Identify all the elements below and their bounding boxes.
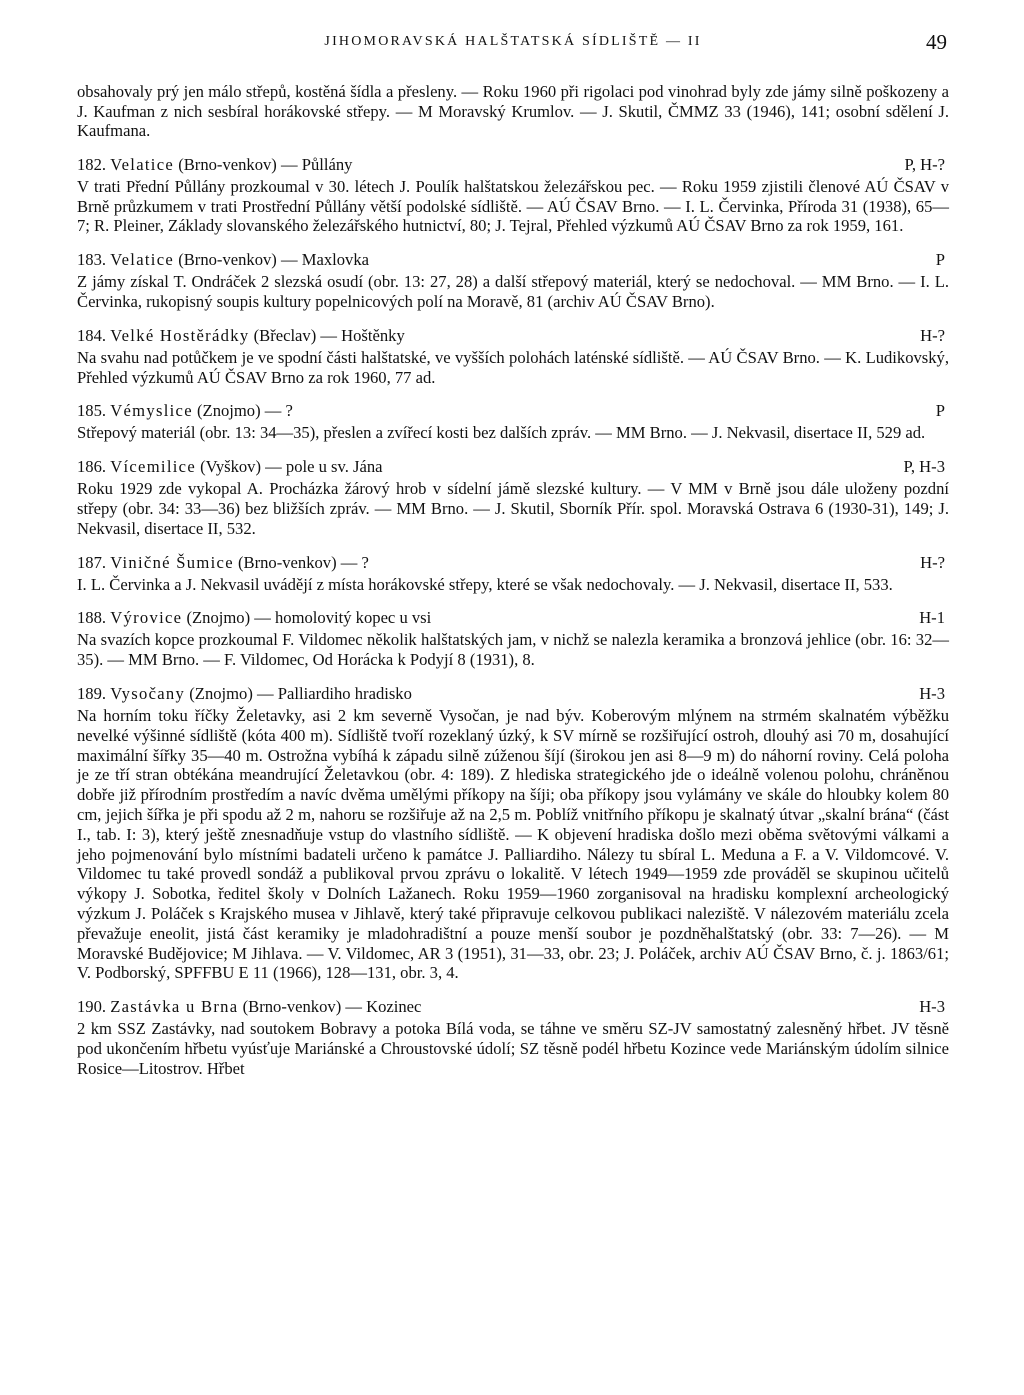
entry-heading xyxy=(77,457,949,477)
site-entry xyxy=(77,997,949,1078)
book-page xyxy=(77,28,949,1078)
entry-period-tag: P, H-? xyxy=(904,154,945,174)
continuation-paragraph: obsahovaly prý jen málo střepů, kostěná šídla a přesleny. — Roku 1960 při rigolaci pod vinohrad byly zde jámy silně poškozeny a J. Kaufman z nich sesbíral horákovské střepy. — M Moravský Krumlov. — J. Skutil, ČMMZ 33 (1946), 141; osobní sdělení J. Kaufmana. xyxy=(77,82,949,141)
entry-heading xyxy=(77,684,949,704)
entry-district: (Znojmo) xyxy=(189,683,253,703)
entry-heading-left xyxy=(77,401,293,421)
entry-number: 188. xyxy=(77,608,107,628)
entry-heading-left xyxy=(77,997,421,1017)
entry-text: Roku 1929 zde vykopal A. Procházka žárový hrob v sídelní jámě slezské kultury. — V MM v Brně jsou dále uloženy pozdní střepy (obr. 34: 33—36) bez bližších zpráv. — MM Brno. — J. Skutil, Sborník Přír. spol. Moravská Ostrava 6 (1930-31), 149; J. Nekvasil, disertace II, 532. xyxy=(77,479,949,538)
entry-place: Vémyslice xyxy=(110,401,193,421)
entry-district: (Brno-venkov) xyxy=(178,250,277,270)
entry-site: — Palliardiho hradisko xyxy=(257,683,412,703)
entry-text: V trati Přední Půllány prozkoumal v 30. létech J. Poulík halštatskou železářskou pec. — Roku 1959 zjistili členové AÚ ČSAV v Brně průzkumem v trati Prostřední Půllány větší podolské sídliště. — AÚ ČSAV Brno. — I. L. Červinka, Příroda 31 (1938), 65—7; R. Pleiner, Základy slovanského železářského hutnictví, 80; J. Tejral, Přehled výzkumů AÚ ČSAV Brno za rok 1959, 161. xyxy=(77,176,949,236)
entry-district: (Břeclav) xyxy=(253,325,317,345)
entry-period-tag: H-1 xyxy=(919,608,945,628)
entry-site: — ? xyxy=(264,401,293,421)
entry-place: Velatice xyxy=(110,250,175,270)
site-entry xyxy=(77,553,949,595)
site-entry xyxy=(77,684,949,983)
entry-site: — pole u sv. Jána xyxy=(265,457,383,477)
entry-place: Vícemilice xyxy=(110,457,196,477)
entry-site: — Hoštěnky xyxy=(320,325,405,345)
entry-place: Zastávka u Brna xyxy=(110,997,239,1017)
entry-heading-left xyxy=(77,608,431,628)
entry-district: (Brno-venkov) xyxy=(178,154,277,174)
entry-district: (Brno-venkov) xyxy=(242,997,342,1017)
entry-heading xyxy=(77,155,949,175)
running-title: JIHOMORAVSKÁ HALŠTATSKÁ SÍDLIŠTĚ — II xyxy=(324,34,702,49)
entry-text: Střepový materiál (obr. 13: 34—35), přeslen a zvířecí kosti bez dalších zpráv. — MM Brno. — J. Nekvasil, disertace II, 529 ad. xyxy=(77,423,926,443)
entry-district: (Brno-venkov) xyxy=(238,552,337,572)
entry-period-tag: H-? xyxy=(920,552,945,572)
entry-heading-left xyxy=(77,553,369,573)
entry-number: 185. xyxy=(77,401,107,421)
entry-number: 187. xyxy=(77,552,107,572)
entry-period-tag: H-? xyxy=(920,325,945,345)
entry-text: 2 km SSZ Zastávky, nad soutokem Bobravy a potoka Bílá voda, se táhne ve směru SZ-JV samostatný zalesněný hřbet. JV těsně pod ukončením hřbetu vyúsťuje Mariánské a Chroustovské údolí; SZ těsně podél hřbetu Kozince vede Mariánským údolím silnice Rosice—Litostrov. Hřbet xyxy=(77,1019,949,1078)
entry-number: 189. xyxy=(77,683,107,703)
entry-place: Velatice xyxy=(110,154,175,174)
site-entry xyxy=(77,457,949,538)
site-entry xyxy=(77,155,949,236)
entry-text: Z jámy získal T. Ondráček 2 slezská osudí (obr. 13: 27, 28) a další střepový materiál, který se nedochoval. — MM Brno. — I. L. Červinka, rukopisný soupis kultury popelnicových polí na Moravě, 81 (archiv AÚ ČSAV Brno). xyxy=(77,272,949,311)
entry-heading-left xyxy=(77,457,383,477)
entry-site: — ? xyxy=(340,552,369,572)
entry-number: 182. xyxy=(77,154,107,174)
entry-heading xyxy=(77,250,949,270)
entry-number: 184. xyxy=(77,325,107,345)
entry-number: 190. xyxy=(77,997,107,1017)
entry-number: 183. xyxy=(77,250,107,270)
entry-place: Viničné Šumice xyxy=(110,552,234,572)
entry-number: 186. xyxy=(77,457,107,477)
entry-period-tag: H-3 xyxy=(919,683,945,703)
entry-district: (Vyškov) xyxy=(200,457,261,477)
entry-heading-left xyxy=(77,155,352,175)
entry-heading xyxy=(77,997,949,1017)
site-entry xyxy=(77,608,949,670)
entry-place: Výrovice xyxy=(110,608,183,628)
entry-period-tag: P xyxy=(935,250,945,270)
entry-text: Na svahu nad potůčkem je ve spodní části halštatské, ve vyšších polohách laténské sídliště. — AÚ ČSAV Brno. — K. Ludikovský, Přehled výzkumů AÚ ČSAV Brno za rok 1960, 77 ad. xyxy=(77,347,949,387)
entry-site: — Půllány xyxy=(280,154,353,174)
running-head xyxy=(77,28,949,60)
site-entry xyxy=(77,401,949,443)
entry-period-tag: H-3 xyxy=(919,997,945,1017)
entry-text: Na svazích kopce prozkoumal F. Vildomec několik halštatských jam, v nichž se nalezla keramika a bronzová jehlice (obr. 16: 32—35). — MM Brno. — F. Vildomec, Od Horácka k Podyjí 8 (1931), 8. xyxy=(77,630,949,670)
entry-heading-left xyxy=(77,326,405,346)
entry-heading xyxy=(77,401,949,421)
site-entry xyxy=(77,326,949,388)
entry-text: I. L. Červinka a J. Nekvasil uvádějí z místa horákovské střepy, které se však nedochovaly. — J. Nekvasil, disertace II, 533. xyxy=(77,574,893,594)
entry-place: Velké Hostěrádky xyxy=(110,325,250,345)
entry-district: (Znojmo) xyxy=(186,608,251,628)
entry-site: — homolovitý kopec u vsi xyxy=(254,608,432,628)
entry-district: (Znojmo) xyxy=(197,401,261,421)
entry-period-tag: P, H-3 xyxy=(903,457,945,477)
page-number: 49 xyxy=(926,30,947,54)
gazetteer-entries xyxy=(77,155,949,1079)
entry-heading xyxy=(77,326,949,346)
entry-site: — Maxlovka xyxy=(280,250,370,270)
entry-place: Vysočany xyxy=(110,683,186,703)
entry-heading-left xyxy=(77,250,369,270)
site-entry xyxy=(77,250,949,312)
entry-period-tag: P xyxy=(935,401,945,421)
entry-site: — Kozinec xyxy=(345,997,422,1017)
entry-heading xyxy=(77,553,949,573)
entry-heading-left xyxy=(77,684,412,704)
entry-text: Na horním toku říčky Želetavky, asi 2 km severně Vysočan, je nad býv. Koberovým mlýnem na strmém skalnatém výběžku nevelké výšinné sídliště (kóta 400 m). Sídliště tvoří rozeklaný úzký, k SV mírně se rozšiřující ostroh, dlouhý asi 70 m, dosahující maximální šířky 35—40 m. Ostrožna vybíhá k západu silně zúženou šíjí (širokou jen asi 8—9 m) do náhorní roviny. Celá poloha je ze tří stran obtékána meandrující Želetavkou (obr. 4: 189). Z hlediska strategického jde o ideálně volenou polohu, chráněnou dobře již přírodním prostředím a navíc dvěma umělými příkopy na šíji; oba příkopy jsou vylámány ve skále do hloubky kolem 80 cm, jejich šířka je při spodu až 2 m, nahoru se rozšiřuje až na 2,5 m. Poblíž vnitřního příkopu je skalnatý útvar „skalní brána“ (část I., tab. I: 3), který ještě znesnadňuje vstup do vlastního sídliště. — K objevení hradiska došlo mezi oběma světovými válkami a jeho pojmenování bylo místními badateli určeno k památce J. Palliardiho. Nálezy tu sbíral L. Meduna a F. a V. Vildomcové. V. Vildomec tu také provedl sondáž a publikoval prvou zprávu o lokalitě. V létech 1949—1959 zde prováděl se skupinou učitelů výkopy J. Sobotka, ředitel školy v Dolních Lažanech. Roku 1959—1960 zorganisoval na hradisku komplexní archeologický výzkum J. Poláček s Krajského musea v Jihlavě, který také připravuje celkovou publikaci naleziště. V nálezovém materiálu zcela převažuje eneolit, jistá část keramiky je mladohradištní a pouze menší soubor je pozdněhalštatský (obr. 33: 7—26). — M Moravské Budějovice; M Jihlava. — V. Vildomec, AR 3 (1951), 31—33, obr. 23; J. Poláček, archiv AÚ ČSAV Brno, č. j. 1863/61; V. Podborský, SPFFBU E 11 (1966), 128—131, obr. 3, 4. xyxy=(77,705,949,983)
entry-heading xyxy=(77,608,949,628)
